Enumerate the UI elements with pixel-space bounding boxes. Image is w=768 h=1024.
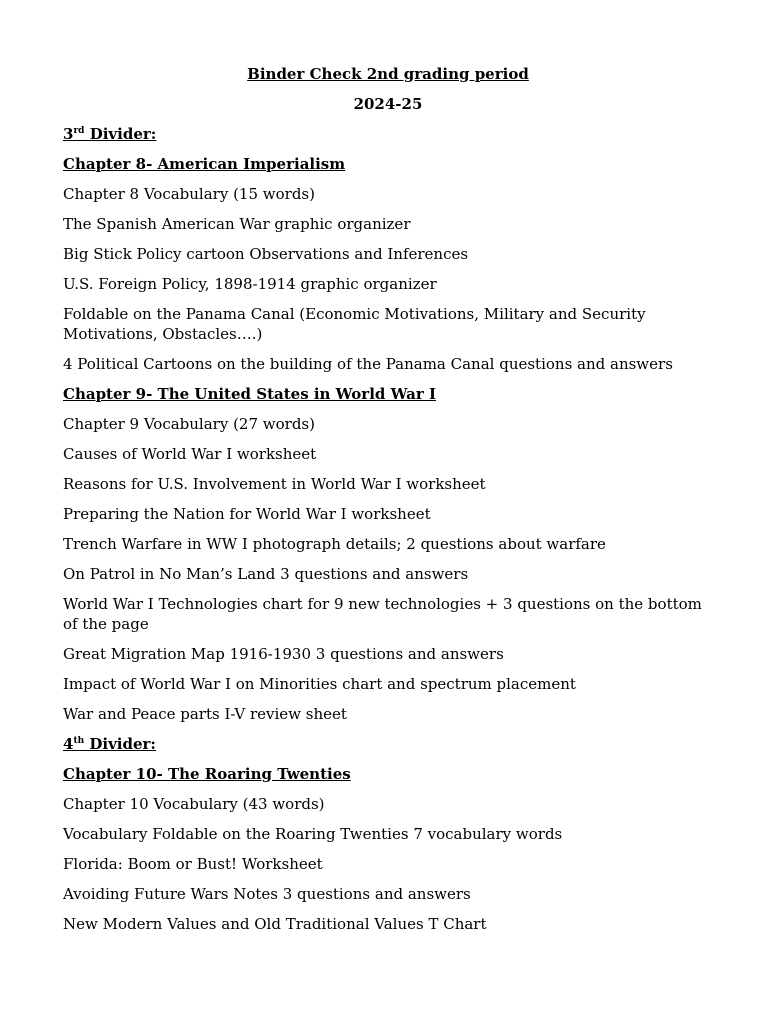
divider-4-number: 4 bbox=[63, 735, 74, 753]
list-item: U.S. Foreign Policy, 1898-1914 graphic organizer bbox=[63, 275, 437, 293]
list-item: The Spanish American War graphic organizer bbox=[63, 215, 411, 233]
list-item: Chapter 8 Vocabulary (15 words) bbox=[63, 185, 315, 203]
divider-4-heading bbox=[63, 734, 713, 754]
divider-3-suffix: rd bbox=[73, 126, 85, 136]
school-year: 2024-25 bbox=[353, 95, 423, 113]
list-item: Great Migration Map 1916-1930 3 questions and answers bbox=[63, 645, 504, 663]
divider-3-heading bbox=[63, 124, 713, 144]
list-item: Causes of World War I worksheet bbox=[63, 445, 317, 463]
divider-4-suffix: th bbox=[73, 736, 85, 746]
list-item: Florida: Boom or Bust! Worksheet bbox=[63, 855, 323, 873]
chapter-9-heading: Chapter 9- The United States in World War I bbox=[63, 385, 437, 403]
list-item: New Modern Values and Old Traditional Values T Chart bbox=[63, 915, 487, 933]
list-item: Chapter 9 Vocabulary (27 words) bbox=[63, 415, 315, 433]
list-item: Avoiding Future Wars Notes 3 questions and answers bbox=[63, 885, 471, 903]
list-item: 4 Political Cartoons on the building of the Panama Canal questions and answers bbox=[63, 355, 673, 373]
list-item: Foldable on the Panama Canal (Economic Motivations, Military and Security Motivations, Obstacles….) bbox=[63, 305, 646, 343]
divider-4-label: Divider: bbox=[84, 735, 156, 753]
list-item: Preparing the Nation for World War I worksheet bbox=[63, 505, 431, 523]
list-item: Vocabulary Foldable on the Roaring Twenties 7 vocabulary words bbox=[63, 825, 563, 843]
chapter-10-heading: Chapter 10- The Roaring Twenties bbox=[63, 765, 351, 783]
list-item: Big Stick Policy cartoon Observations and Inferences bbox=[63, 245, 469, 263]
divider-3-number: 3 bbox=[63, 125, 74, 143]
divider-3-label: Divider: bbox=[84, 125, 157, 143]
document-title-text: Binder Check 2nd grading period bbox=[247, 65, 529, 83]
list-item: On Patrol in No Man’s Land 3 questions and answers bbox=[63, 565, 469, 583]
list-item: Trench Warfare in WW I photograph details; 2 questions about warfare bbox=[63, 535, 606, 553]
list-item: Reasons for U.S. Involvement in World War I worksheet bbox=[63, 475, 486, 493]
list-item: World War I Technologies chart for 9 new technologies + 3 questions on the bottom of the page bbox=[63, 595, 702, 633]
list-item: Impact of World War I on Minorities chart and spectrum placement bbox=[63, 675, 576, 693]
document-title bbox=[63, 64, 713, 94]
list-item: War and Peace parts I-V review sheet bbox=[63, 705, 347, 723]
list-item: Chapter 10 Vocabulary (43 words) bbox=[63, 795, 325, 813]
document-page bbox=[63, 64, 713, 944]
chapter-8-heading: Chapter 8- American Imperialism bbox=[63, 155, 346, 173]
